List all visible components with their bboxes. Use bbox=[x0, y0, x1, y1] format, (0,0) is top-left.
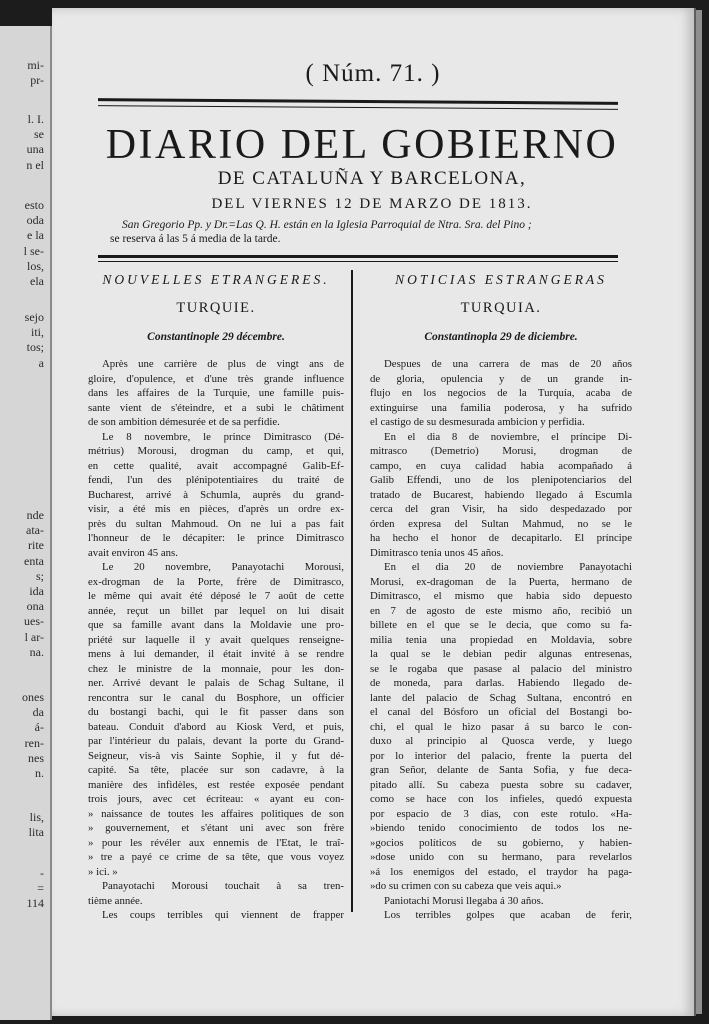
fragment-line: lita bbox=[28, 825, 44, 840]
text-line: gloire, d'opulence, et d'une très grande influence bbox=[88, 372, 344, 385]
text-line: gran Señor, delante de Santa Sofia, y fue deca- bbox=[370, 764, 632, 776]
text-line: »gocios políticos de su gobierno, y habien- bbox=[370, 836, 632, 849]
adjacent-page-text-fragment bbox=[0, 112, 44, 173]
text-line: dans les affaires de la Turquie, une famille puis- bbox=[88, 387, 344, 399]
text-line: Despues de una carrera de mas de 20 años bbox=[384, 358, 632, 370]
fragment-line: da bbox=[32, 705, 44, 720]
section-rule bbox=[98, 255, 618, 258]
fragment-line: sejo bbox=[24, 310, 44, 324]
issue-number: ( Núm. 71. ) bbox=[305, 60, 441, 87]
fragment-line: nes bbox=[28, 750, 44, 765]
text-line: en 7 de agosto de este mismo año, recibió un bbox=[370, 604, 632, 617]
text-line: duxo al principio al Quosca verde, y luego bbox=[370, 735, 632, 747]
adjacent-page-text-fragment bbox=[0, 508, 44, 660]
adjacent-page-edge bbox=[0, 26, 52, 1020]
fragment-line: los, bbox=[26, 258, 44, 273]
saint-of-day-line: San Gregorio Pp. y Dr.=Las Q. H. están en la Iglesia Parroquial de Ntra. Sra. del Pino ; bbox=[122, 219, 532, 231]
masthead-title: DIARIO DEL GOBIERNO bbox=[105, 122, 619, 168]
text-line: manière des infidèles, est restée exposée pendant bbox=[88, 778, 344, 791]
text-line: »do su crimen con su cabeza que veis aqui.» bbox=[370, 880, 562, 892]
text-line: du bostangi bachi, qui le fit passer dans son bbox=[88, 706, 344, 718]
fragment-line: iti, bbox=[30, 325, 44, 340]
dateline-place: Constantinople 29 décembre. bbox=[147, 331, 285, 343]
fragment-line: 114 bbox=[26, 896, 44, 911]
fragment-line: una bbox=[26, 142, 44, 157]
text-line: que sa famille avant dans la Moldavie une pro- bbox=[88, 619, 344, 631]
text-line: visir, a été mis en pièces, d'après un ordre ex- bbox=[88, 503, 344, 515]
fragment-line: mi- bbox=[27, 58, 44, 72]
fragment-line: á- bbox=[34, 720, 44, 735]
text-line: por lo interior del palacio, frente la puerta del bbox=[370, 749, 632, 762]
text-line: de moneda, para darlas. Habiendo llegado de- bbox=[370, 677, 632, 689]
adjacent-page-text-fragment bbox=[0, 690, 44, 781]
section-rule-thin bbox=[98, 261, 618, 262]
text-line: avait environ 45 ans. bbox=[88, 546, 178, 559]
text-line: por espacio de 3 dias, con este rotulo. «Ha- bbox=[370, 807, 632, 820]
text-line: Los terribles golpes que acaban de ferir, bbox=[384, 909, 632, 921]
fragment-line: se bbox=[34, 127, 44, 142]
text-line: Le 20 novembre, Panayotachi Morousi, bbox=[102, 561, 344, 573]
fragment-line: na. bbox=[29, 644, 44, 659]
text-line: Dimitrasco, el mismo que habia sido depuesto bbox=[370, 590, 632, 602]
text-line: par l'intérieur du palais, devant la porte du Grand- bbox=[88, 735, 344, 747]
article-body bbox=[370, 357, 632, 923]
text-line: cerca del gran Visir, ha sido despedazado por bbox=[370, 503, 632, 515]
section-heading: NOTICIAS ESTRANGERAS bbox=[395, 272, 607, 287]
text-line: pitado allí. Su cabeza puesta sobre su cadaver, bbox=[370, 778, 632, 791]
section-heading: NOUVELLES ETRANGERES. bbox=[102, 272, 330, 287]
article-body bbox=[88, 357, 344, 923]
fragment-line: n el bbox=[26, 157, 44, 172]
text-line: près du sultan Mahmoud. On ne lui a pas fait bbox=[88, 517, 344, 530]
fragment-line: nde bbox=[26, 508, 44, 522]
text-line: Les coups terribles qui viennent de frapper bbox=[102, 909, 344, 921]
text-line: ha hecho el honor de decapitarlo. El príncipe bbox=[370, 532, 632, 544]
text-line: » ici. » bbox=[88, 865, 118, 878]
text-line: el castigo de su desmesurada ambicion y perfidia. bbox=[370, 416, 585, 428]
text-line: Morusi, ex-dragoman de la Puerta, hermano de bbox=[370, 575, 632, 588]
text-line: extinguirse una familia poderosa, y ha sufrido bbox=[370, 401, 632, 414]
french-column bbox=[88, 272, 344, 923]
text-line: Bucharest, arrivé à Schumla, auprès du grand- bbox=[88, 488, 344, 501]
text-line: » naissance de toutes les affaires politiques de son bbox=[88, 807, 344, 820]
text-line: Panayotachi Morousi touchait à sa tren- bbox=[102, 880, 344, 892]
text-line: » tre a payé ce crime de sa tête, que vous voyez bbox=[88, 851, 344, 863]
fragment-line: n. bbox=[35, 766, 44, 781]
text-line: l'honneur de le décapiter: le prince Dimitrasco bbox=[88, 532, 344, 544]
fragment-line: rite bbox=[28, 538, 44, 553]
text-line: »á los enemigos del estado, el traydor ha paga- bbox=[370, 865, 632, 878]
text-line: mens à lui demander, il était invité à se rendre bbox=[88, 648, 344, 660]
text-line: el canal del Bósforo un oficial del Bostangi bo- bbox=[370, 706, 632, 718]
fragment-line: enta bbox=[24, 553, 44, 568]
text-line: année, reçut un billet par lequel on lui disait bbox=[88, 604, 344, 617]
text-line: »biendo tenido conocimiento de todos los ne- bbox=[370, 822, 632, 834]
text-line: la qual se le debian pedir algunas entresenas, bbox=[370, 648, 632, 660]
adjacent-page-text-fragment bbox=[0, 58, 44, 88]
adjacent-page-text-fragment bbox=[0, 866, 44, 912]
text-line: órden expresa del Sultan Mahmud, no se le bbox=[370, 517, 632, 530]
text-line: flujo en los negocios de la Turquía, acaba de bbox=[370, 387, 632, 399]
text-line: Après une carrière de plus de vingt ans de bbox=[102, 358, 344, 370]
text-line: ex-drogman de la Porte, frère de Dimitrasco, bbox=[88, 575, 344, 588]
text-line: métrius) Morousi, drogman du camp, et qui, bbox=[88, 445, 344, 457]
text-line: En el dia 8 de noviembre, el príncipe Di- bbox=[384, 430, 632, 443]
text-line: como se hace con los infieles, quedó expuesta bbox=[370, 793, 632, 805]
adjacent-page-text-fragment bbox=[0, 198, 44, 289]
text-line: Dimitrasco tenia unos 45 años. bbox=[370, 546, 504, 559]
text-line: » gouvernement, et s'étant uni avec son frère bbox=[88, 822, 344, 834]
text-line: tième année. bbox=[88, 894, 143, 907]
text-line: sante vient de s'éteindre, et a subi le châtiment bbox=[88, 401, 344, 414]
text-line: chi, el qual le hizo pasar á su barco le con- bbox=[370, 720, 632, 733]
text-line: tratado de Bucarest, habiendo llegado á Escumla bbox=[370, 488, 632, 501]
fragment-line: ones bbox=[22, 690, 44, 704]
fragment-line: l ar- bbox=[24, 629, 44, 644]
text-line: fendi, l'un des plénipotentiaires du traité de bbox=[88, 474, 344, 486]
header-rule bbox=[98, 98, 618, 105]
text-line: » pour les révéler aux ennemis de l'Etat, le traî- bbox=[88, 836, 344, 849]
text-line: en cette qualité, avait accompagné Galib-Ef- bbox=[88, 459, 344, 472]
fragment-line: e la bbox=[27, 228, 44, 243]
text-line: »dose unido con su hermano, para revelarlos bbox=[370, 851, 632, 863]
country-heading: TURQUIE. bbox=[176, 300, 256, 316]
text-line: ner. Arrivé devant le palais de Schag Sultane, il bbox=[88, 677, 344, 689]
column-divider bbox=[351, 270, 353, 912]
text-line: campo, en cuya calidad habia acompañado á bbox=[370, 459, 632, 472]
text-line: billete en el que se le decia, que como su fa- bbox=[370, 619, 632, 631]
fragment-line: oda bbox=[26, 213, 44, 228]
fragment-line: tos; bbox=[26, 340, 44, 355]
text-line: Seigneur, vis-à vis Sainte Sophie, il y fut dé- bbox=[88, 749, 344, 762]
text-line: Paniotachi Morusi llegaba á 30 años. bbox=[384, 894, 544, 907]
text-line: lante del palacio de Schag Sultana, encontró en bbox=[370, 691, 632, 704]
text-line: Le 8 novembre, le prince Dimitrasco (Dé- bbox=[102, 430, 344, 443]
text-line: milia tenia una propiedad en Moldavia, sobre bbox=[370, 633, 632, 646]
dateline-place: Constantinopla 29 de diciembre. bbox=[424, 331, 578, 343]
fragment-line: = bbox=[37, 881, 44, 896]
country-heading: TURQUIA. bbox=[460, 300, 542, 316]
fragment-line: ata- bbox=[26, 523, 44, 538]
adjacent-page-text-fragment bbox=[0, 310, 44, 371]
fragment-line: l. I. bbox=[27, 112, 44, 126]
fragment-line: ida bbox=[29, 584, 44, 599]
text-line: En el dia 20 de noviembre Panayotachi bbox=[384, 561, 632, 573]
adjacent-page-text-fragment bbox=[0, 810, 44, 840]
fragment-line: ues- bbox=[24, 614, 44, 629]
header-rule-thin bbox=[98, 105, 618, 110]
text-line: capité. Sa tête, placée sur son cadavre, à la bbox=[88, 764, 344, 776]
issue-date: DEL VIERNES 12 DE MARZO DE 1813. bbox=[211, 196, 533, 212]
fragment-line: - bbox=[40, 866, 44, 880]
text-line: mitrasco (Demetrio) Morusi, drogman de bbox=[370, 445, 632, 457]
fragment-line: lis, bbox=[29, 810, 44, 824]
text-line: se le rogaba que pasase al palacio del ministro bbox=[370, 662, 632, 675]
text-line: bateau. Conduit d'abord au Kiosk Verd, et puis, bbox=[88, 720, 344, 733]
spanish-column bbox=[370, 272, 632, 923]
fragment-line: ela bbox=[30, 274, 44, 289]
text-line: de gloria, opulencia y de un grande in- bbox=[370, 372, 632, 385]
newspaper-page bbox=[52, 8, 696, 1016]
text-line: priété sur laquelle il y avait quelques renseigne- bbox=[88, 633, 344, 646]
masthead-subtitle: DE CATALUÑA Y BARCELONA, bbox=[217, 168, 527, 189]
text-line: de son ambition démesurée et de sa perfidie. bbox=[88, 416, 280, 428]
fragment-line: ona bbox=[26, 599, 44, 614]
text-line: Galib Effendi, uno de los plenipotenciarios del bbox=[370, 474, 632, 486]
fragment-line: l se- bbox=[23, 243, 44, 258]
text-line: rencontra sur le canal du Bosphore, un officier bbox=[88, 691, 344, 704]
fragment-line: pr- bbox=[30, 73, 44, 88]
fragment-line: a bbox=[38, 355, 44, 370]
text-line: le même qui avait été déposé le 7 août de cette bbox=[88, 590, 344, 602]
text-line: chez le ministre de la monnaie, pour les don- bbox=[88, 662, 344, 675]
fragment-line: esto bbox=[24, 198, 44, 212]
forty-hours-line: se reserva á las 5 á media de la tarde. bbox=[110, 233, 281, 245]
fragment-line: s; bbox=[35, 568, 44, 583]
text-line: trois jours, avec cet écriteau: « ayant eu con- bbox=[88, 793, 344, 805]
fragment-line: ren- bbox=[24, 735, 44, 750]
